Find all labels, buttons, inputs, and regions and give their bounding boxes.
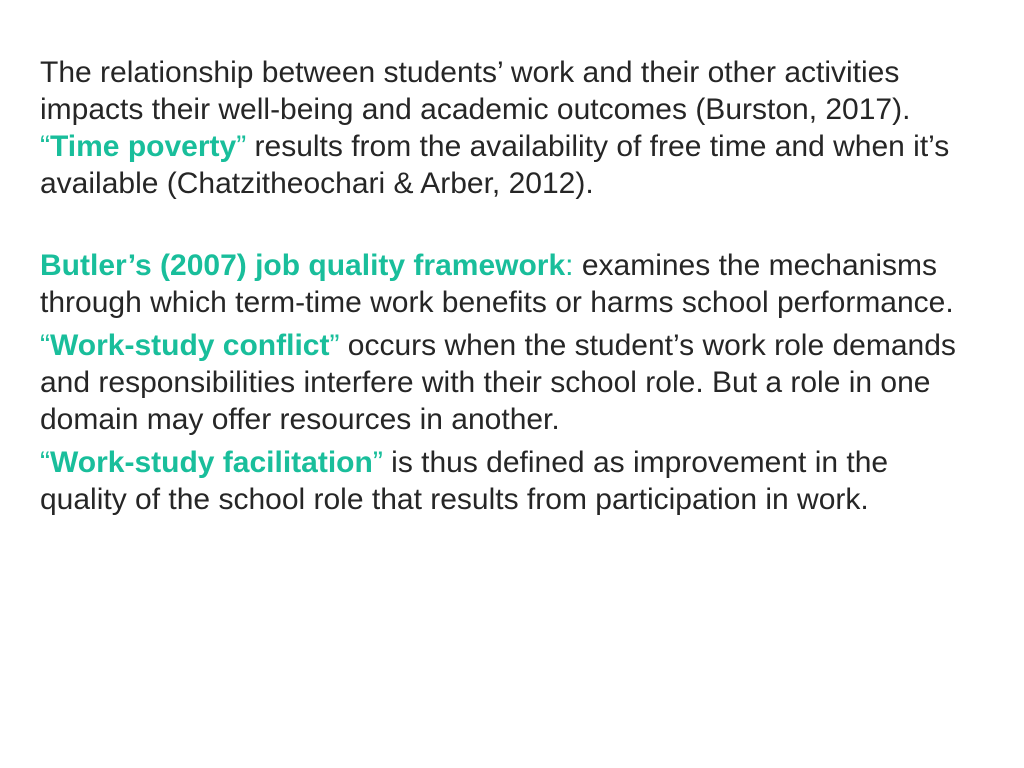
highlight-term: Butler’s (2007) job quality framework <box>40 249 566 282</box>
paragraph-text: is thus defined as improvement in the quality of the school role that results from participation in work. <box>40 446 889 516</box>
paragraph-job-quality-framework <box>40 247 975 321</box>
slide-body <box>40 54 975 518</box>
highlight-term: Work-study facilitation <box>50 446 373 479</box>
paragraph-text: examines the mechanisms through which term-time work benefits or harms school performance. <box>40 249 954 319</box>
paragraph-work-study-conflict <box>40 327 975 438</box>
highlight-term: Time poverty <box>50 130 237 163</box>
open-quote: “ <box>40 130 50 163</box>
close-quote: ” <box>236 130 247 163</box>
colon: : <box>565 249 574 282</box>
paragraph-time-poverty <box>40 54 975 202</box>
close-quote: ” <box>372 446 383 479</box>
paragraph-text: occurs when the student’s work role demands and responsibilities interfere with their school role. But a role in one domain may offer resources in another. <box>40 329 956 436</box>
paragraph-text: results from the availability of free time and when it’s available (Chatzitheochari & Arber, 2012). <box>40 130 950 200</box>
highlight-term: Work-study conflict <box>50 329 330 362</box>
paragraph-work-study-facilitation <box>40 444 975 518</box>
close-quote: ” <box>329 329 340 362</box>
open-quote: “ <box>40 329 50 362</box>
paragraph-text: The relationship between students’ work and their other activities impacts their well-being and academic outcomes (Burston, 2017). <box>40 56 911 126</box>
open-quote: “ <box>40 446 50 479</box>
